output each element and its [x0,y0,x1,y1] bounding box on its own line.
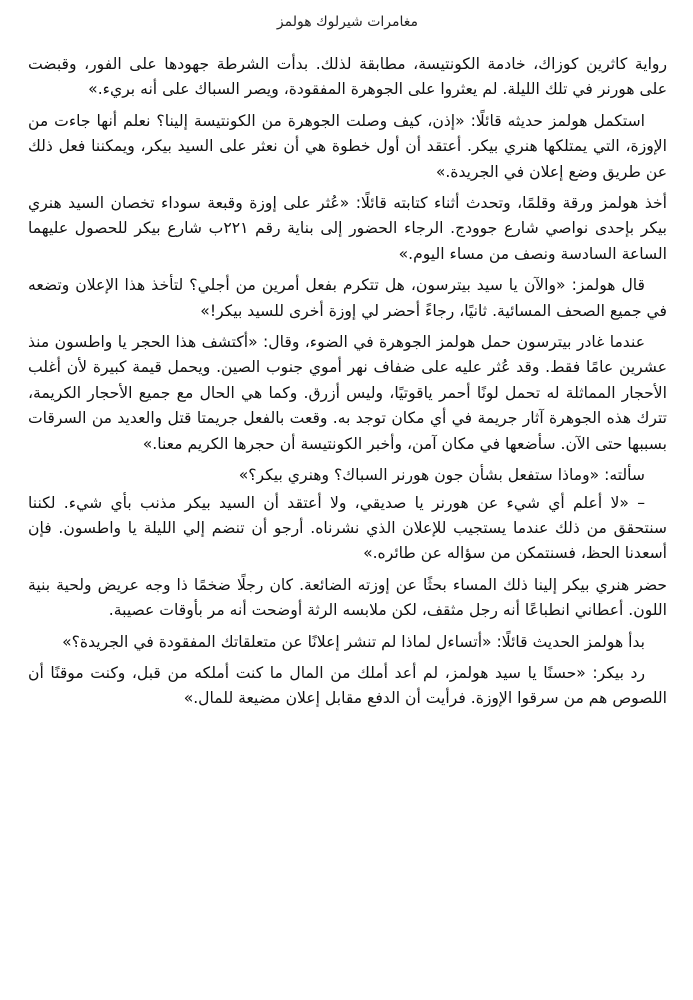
paragraph-3: أخذ هولمز ورقة وقلمًا، وتحدث أثناء كتابته قائلًا: «عُثر على إوزة وقبعة سوداء تخصان السيد هنري بيكر بإحدى نواصي شارع جوودج. الرجاء الحضور إلى بناية رقم ٢٢١ب شارع بيكر للحصول عليهما الساعة السادسة ونصف من مساء اليوم.» [28,194,668,263]
paragraph-8: حضر هنري بيكر إلينا ذلك المساء بحثًا عن إوزته الضائعة. كان رجلًا ضخمًا ذا وجه عريض ولحية بنية اللون. أعطاني انطباعًا أنه رجل مثقف، لكن ملابسه الرثة أوضحت أنه مر بأوقات عصيبة. [28,575,667,620]
paragraph-5: عندما غادر بيترسون حمل هولمز الجوهرة في الضوء، وقال: «أكتشف هذا الحجر يا واطسون منذ عشرين عامًا فقط. وقد عُثر عليه على ضفاف نهر أموي جنوب الصين. ويحمل قيمة كبيرة لأن أغلب الأحجار المماثلة له تحمل لونًا أحمر ياقوتيًا، وليس أزرق. وكما هي الحال مع جميع الأحجار الكريمة، تترك هذه الجوهرة آثار جريمة في أي مكان توجد به. وقعت بالفعل جريمتا قتل والعديد من السرقات بسببها حتى الآن. سأضعها في مكان آمن، وأخبر الكونتيسة أن حجرها الكريم معنا.» [28,333,667,453]
paragraph-1: رواية كاثرين كوزاك، خادمة الكونتيسة، مطابقة لذلك. بدأت الشرطة جهودها على الفور، وقبضت على هورنر في تلك الليلة. لم يعثروا على الجوهرة المفقودة، ويصر السباك على أنه بريء.» [28,55,667,99]
body-text [28,52,667,712]
book-page [28,0,667,1000]
paragraph-7: – «لا أعلم أي شيء عن هورنر يا صديقي، ولا أعتقد أن السيد بيكر مذنب بأي شيء. لكننا سنتحقق من ذلك عندما يستجيب للإعلان الذي نشرناه. أرجو أن تنضم إلي الليلة يا واطسون. فإن أسعدنا الحظ، فسنتمكن من سؤاله عن طائره.» [28,493,667,563]
paragraph-6: سألته: «وماذا ستفعل بشأن جون هورنر السباك؟ وهنري بيكر؟» [238,466,645,485]
paragraph-4: قال هولمز: «والآن يا سيد بيترسون، هل تتكرم بفعل أمرين من أجلي؟ لتأخذ هذا الإعلان وتضعه في جميع الصحف المسائية. ثانيًا، رجاءً أحضر لي إوزة أخرى للسيد بيكر!» [28,276,667,320]
running-header: مغامرات شيرلوك هولمز [276,14,419,30]
paragraph-2: استكمل هولمز حديثه قائلًا: «إذن، كيف وصلت الجوهرة من الكونتيسة إلينا؟ نعلم أنها جاءت من الإوزة، التي يمتلكها هنري بيكر. أعتقد أن أول خطوة هي أن نعثر على السيد بيكر، ويمكننا فعل ذلك عن طريق وضع إعلان في الجريدة.» [28,111,667,181]
paragraph-10: رد بيكر: «حسنًا يا سيد هولمز، لم أعد أملك من المال ما كنت أملكه من قبل، وكنت موقنًا أن اللصوص هم من سرقوا الإوزة. فرأيت أن الدفع مقابل إعلان مضيعة للمال.» [28,663,667,708]
paragraph-9: بدأ هولمز الحديث قائلًا: «أتساءل لماذا لم تنشر إعلانًا عن متعلقاتك المفقودة في الجريدة؟» [62,632,645,651]
